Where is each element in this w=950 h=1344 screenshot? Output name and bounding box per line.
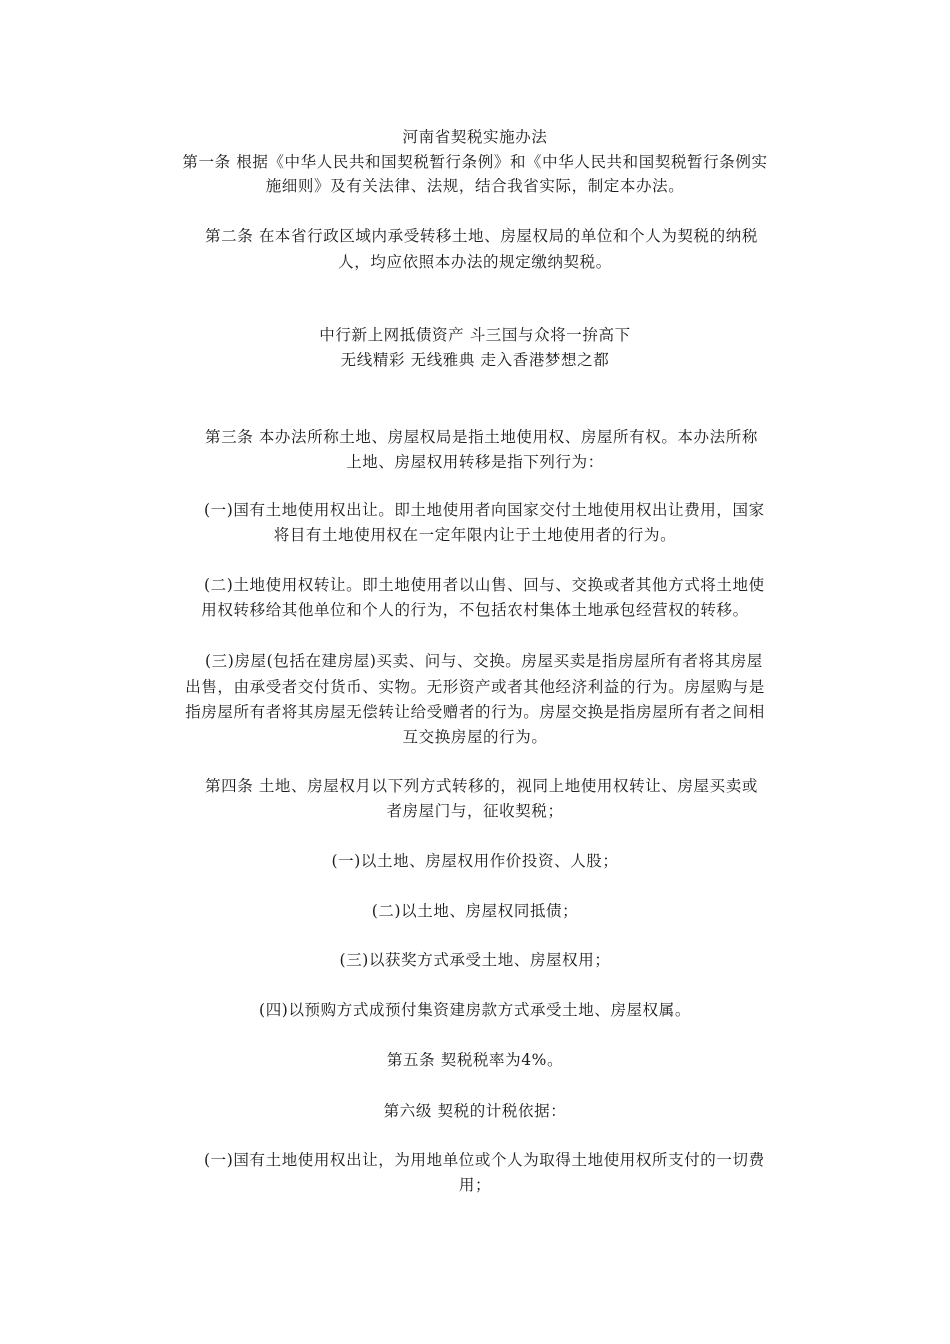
item-6-1-line-2: 用； bbox=[458, 1176, 492, 1194]
article-2-line-1: 第二条 在本省行政区域内承受转移土地、房屋权局的单位和个人为契税的纳税 bbox=[205, 227, 758, 245]
article-1-line-2: 施细则》及有关法律、法规，结合我省实际，制定本办法。 bbox=[265, 177, 685, 195]
article-3-line-2: 上地、房屋权用转移是指下列行为： bbox=[346, 453, 604, 471]
item-3-3-line-1: (三)房屋(包括在建房屋)买卖、问与、交换。房屋买卖是指房屋所有者将其房屋 bbox=[205, 652, 763, 670]
item-6-1-line-1: (一)国有土地使用权出让，为用地单位或个人为取得土地使用权所支付的一切费 bbox=[204, 1151, 765, 1169]
item-4-3: (三)以获奖方式承受土地、房屋权用； bbox=[339, 951, 611, 969]
document-title: 河南省契税实施办法 bbox=[402, 128, 548, 146]
item-3-3-line-4: 互交换房屋的行为。 bbox=[402, 728, 548, 746]
article-4-line-1: 第四条 土地、房屋权月以下列方式转移的，视同上地使用权转让、房屋买卖或 bbox=[205, 777, 758, 795]
article-5: 第五条 契税税率为4%。 bbox=[386, 1051, 564, 1069]
ad-line-1: 中行新上网抵债资产 斗三国与众将一拚高下 bbox=[319, 326, 631, 344]
ad-line-2: 无线精彩 无线雅典 走入香港梦想之都 bbox=[340, 351, 610, 369]
article-6: 第六级 契税的计税依据： bbox=[383, 1102, 567, 1120]
article-2-line-2: 人，均应依照本办法的规定缴纳契税。 bbox=[338, 253, 612, 271]
item-4-4: (四)以预购方式成预付集资建房款方式承受土地、房屋权属。 bbox=[259, 1001, 691, 1019]
item-4-2: (二)以土地、房屋权同抵债； bbox=[371, 902, 579, 920]
item-3-1-line-1: (一)国有土地使用权出让。即土地使用者向国家交付土地使用权出让费用，国家 bbox=[204, 501, 765, 519]
article-3-line-1: 第三条 本办法所称土地、房屋权局是指土地使用权、房屋所有权。本办法所称 bbox=[205, 428, 758, 446]
item-3-3-line-2: 出售，由承受者交付货币、实物。无形资产或者其他经济利益的行为。房屋购与是 bbox=[185, 678, 765, 696]
article-1-line-1: 第一条 根据《中华人民共和国契税暂行条例》和《中华人民共和国契税暂行条例实 bbox=[182, 153, 768, 171]
item-3-1-line-2: 将目有土地使用权在一定年限内让于土地使用者的行为。 bbox=[273, 526, 677, 544]
item-4-1: (一)以土地、房屋权用作价投资、人股； bbox=[331, 852, 619, 870]
item-3-2-line-2: 用权转移给其他单位和个人的行为，不包括农村集体土地承包经营权的转移。 bbox=[201, 601, 749, 619]
item-3-2-line-1: (二)土地使用权转让。即土地使用者以山售、回与、交换或者其他方式将土地使 bbox=[204, 576, 765, 594]
article-4-line-2: 者房屋门与，征收契税； bbox=[386, 802, 564, 820]
item-3-3-line-3: 指房屋所有者将其房屋无偿转让给受赠者的行为。房屋交换是指房屋所有者之间相 bbox=[185, 703, 765, 721]
